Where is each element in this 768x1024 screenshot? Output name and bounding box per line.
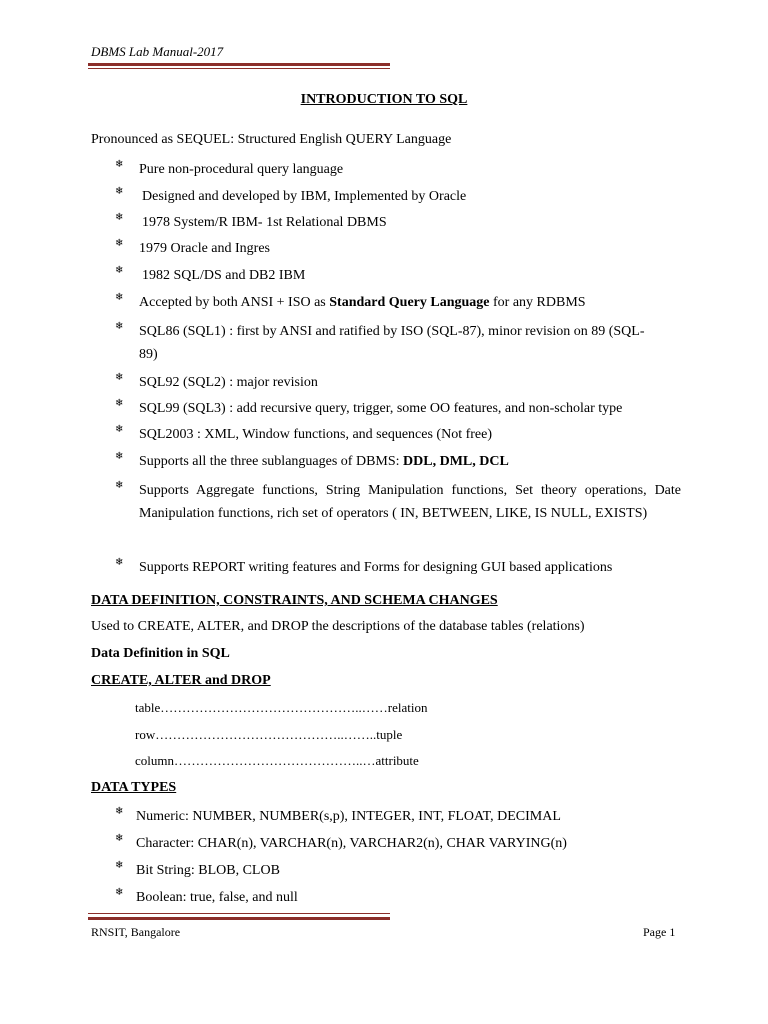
footer-institution: RNSIT, Bangalore [91, 925, 181, 939]
header-title: DBMS Lab Manual-2017 [91, 44, 224, 59]
bullet-icon: ❄ [115, 424, 124, 435]
list-item-text: SQL86 (SQL1) : first by ANSI and ratified by ISO (SQL-87), minor revision on 89 (SQL-89) [139, 324, 645, 362]
bullet-icon: ❄ [115, 860, 124, 871]
bullet-icon: ❄ [115, 451, 124, 462]
bullet-icon: ❄ [115, 265, 124, 276]
bullet-icon: ❄ [115, 480, 124, 491]
mapping-row-row: row……………………………………..……..tuple [135, 727, 403, 742]
list-item-text: SQL92 (SQL2) : major revision [139, 375, 318, 390]
list-item-text: Supports Aggregate functions, String Manipulation functions, Set theory operations, Date Manipulation functions, rich set of operators ( IN, BETWEEN, LIKE, IS NULL, EXISTS) [139, 483, 681, 521]
list-item-text-post: for any RDBMS [489, 295, 586, 310]
section-heading-create-alter-drop: CREATE, ALTER and DROP [91, 673, 271, 688]
list-item-text: 1978 System/R IBM- 1st Relational DBMS [142, 215, 387, 230]
bullet-icon: ❄ [115, 159, 124, 170]
bullet-icon: ❄ [115, 372, 124, 383]
footer-rule-thin [88, 913, 390, 914]
header-rule [88, 63, 390, 66]
mapping-row-column: column……………………………………..…attribute [135, 753, 419, 768]
list-item-text: 1982 SQL/DS and DB2 IBM [142, 268, 306, 283]
bullet-icon: ❄ [115, 292, 124, 303]
mapping-row-table: table………………………………………..……relation [135, 700, 428, 715]
list-item-text: SQL2003 : XML, Window functions, and sequences (Not free) [139, 427, 492, 442]
bullet-icon: ❄ [115, 238, 124, 249]
intro-text: Pronounced as SEQUEL: Structured English QUERY Language [91, 132, 452, 147]
bullet-icon: ❄ [115, 806, 124, 817]
subheading-data-definition-sql: Data Definition in SQL [91, 646, 230, 661]
bullet-icon: ❄ [115, 321, 124, 332]
page-number: Page 1 [643, 925, 676, 939]
bullet-icon: ❄ [115, 398, 124, 409]
page-title: INTRODUCTION TO SQL [300, 92, 468, 107]
list-item-text-bold: DDL, DML, DCL [403, 454, 509, 469]
list-item-text: Pure non-procedural query language [139, 162, 344, 177]
bullet-icon: ❄ [115, 887, 124, 898]
list-item-text-pre: Supports all the three sublanguages of DBMS: [139, 454, 404, 469]
list-item-text: Bit String: BLOB, CLOB [136, 863, 280, 878]
list-item-text: SQL99 (SQL3) : add recursive query, trigger, some OO features, and non-scholar type [139, 401, 623, 416]
list-item-text [139, 291, 681, 314]
list-item-text: Character: CHAR(n), VARCHAR(n), VARCHAR2(n), CHAR VARYING(n) [136, 836, 567, 851]
list-item-text [139, 450, 681, 473]
list-item-text: Supports REPORT writing features and Forms for designing GUI based applications [139, 560, 613, 575]
section-heading-data-types: DATA TYPES [91, 780, 177, 795]
list-item-text: Designed and developed by IBM, Implemented by Oracle [142, 189, 467, 204]
header-rule-thin [88, 68, 390, 69]
list-item-text: Numeric: NUMBER, NUMBER(s,p), INTEGER, INT, FLOAT, DECIMAL [136, 809, 561, 824]
section-text: Used to CREATE, ALTER, and DROP the descriptions of the database tables (relations) [91, 619, 585, 634]
list-item-text: Boolean: true, false, and null [136, 890, 298, 905]
bullet-icon: ❄ [115, 212, 124, 223]
footer-rule [88, 917, 390, 920]
bullet-icon: ❄ [115, 186, 124, 197]
list-item-text: 1979 Oracle and Ingres [139, 241, 271, 256]
bullet-icon: ❄ [115, 833, 124, 844]
list-item-text-pre: Accepted by both ANSI + ISO as [139, 295, 330, 310]
bullet-icon: ❄ [115, 557, 124, 568]
section-heading-data-definition: DATA DEFINITION, CONSTRAINTS, AND SCHEMA CHANGES [91, 593, 498, 608]
list-item-text-bold: Standard Query Language [329, 295, 490, 310]
